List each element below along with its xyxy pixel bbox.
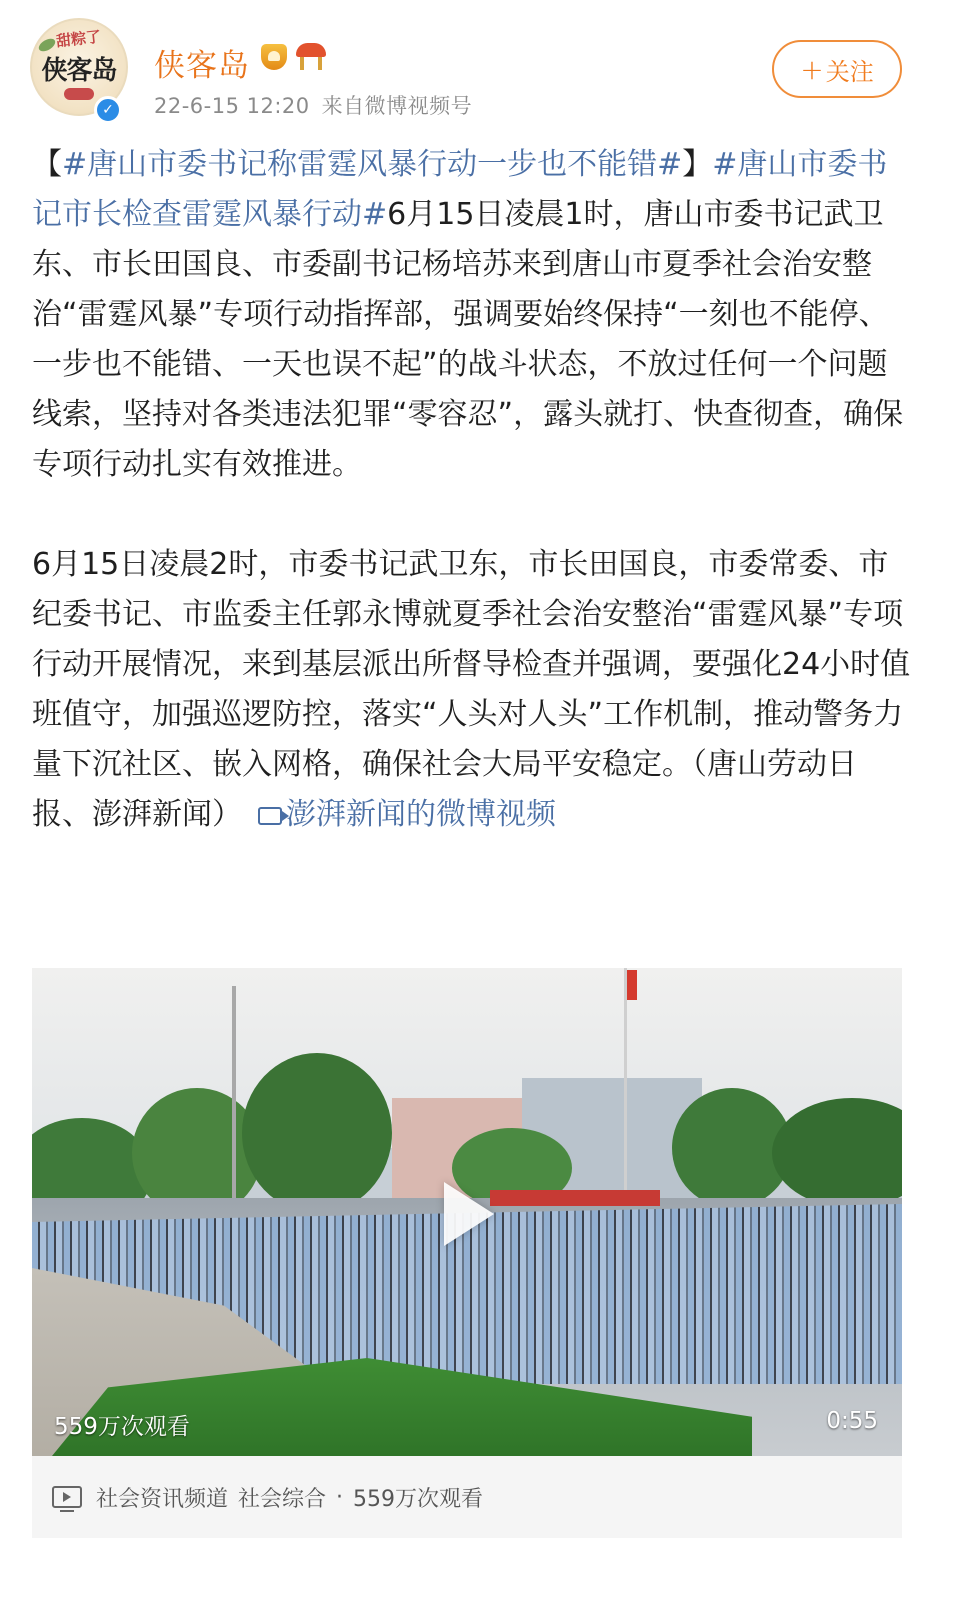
video-frame-tree [242,1053,392,1213]
cloud-icon [64,88,94,100]
verified-icon: ✓ [94,96,122,124]
pavilion-badge-icon[interactable] [294,42,328,72]
paragraph-text: 6月15日凌晨2时，市委书记武卫东，市长田国良，市委常委、市纪委书记、市监委主任郭永博就夏季社会治安整治“雷霆风暴”专项行动开展情况，来到基层派出所督导检查并强调，要强化24小时值班值守，加强巡逻防控，落实“人头对人头”工作机制，推动警务力量下沉社区、嵌入网格，确保社会大局平安稳定。（唐山劳动日报、澎湃新闻） [32,547,911,832]
video-frame-flag [627,970,637,1000]
video-info-views: 559万次观看 [353,1486,484,1512]
paragraph-text: 6月15日凌晨1时，唐山市委书记武卫东、市长田国良、市委副书记杨培苏来到唐山市夏季社会治安整治“雷霆风暴”专项行动指挥部，强调要始终保持“一刻也不能停、一步也不能错、一天也误不起”的战斗状态，不放过任何一个问题线索，坚持对各类违法犯罪“零容忍”，露头就打、快查彻查，确保专项行动扎实有效推进。 [32,197,904,482]
video-info-bar [32,1456,902,1538]
video-link-label: 澎湃新闻的微博视频 [286,797,556,832]
video-channel[interactable]: 社会资讯频道 [96,1486,229,1512]
user-badges [258,42,328,72]
video-player[interactable] [32,968,902,1456]
plus-icon: + [800,52,824,86]
video-duration: 0:55 [826,1408,878,1434]
hashtag-link[interactable]: #唐山市委书记市长检查雷霆风暴行动# [32,147,888,232]
video-category[interactable]: 社会综合 [238,1486,327,1512]
info-separator: · [336,1484,344,1510]
fan-badge-icon[interactable] [258,42,290,72]
video-frame-banner [490,1190,660,1206]
post-paragraph-2 [32,540,912,840]
post-source[interactable]: 来自微博视频号 [321,94,473,118]
video-link-icon [258,807,282,825]
post-header [0,0,954,130]
avatar-top-text: 甜粽了 [55,27,102,51]
video-frame-flagpole [624,968,627,1218]
username[interactable]: 侠客岛 [154,48,250,84]
video-view-count: 559万次观看 [54,1414,190,1440]
tv-icon [52,1486,82,1508]
video-frame-lamp [232,986,236,1216]
follow-button[interactable] [772,40,902,98]
post-date: 22-6-15 12:20 [154,94,310,118]
bracket-open: 【 [32,147,62,182]
post-body [32,140,912,840]
play-icon[interactable] [444,1182,494,1246]
follow-label: 关注 [825,57,874,86]
post-meta [154,90,472,120]
bracket-close: 】 [682,147,713,182]
video-source-link[interactable] [242,797,556,832]
post-paragraph-1 [32,140,912,490]
avatar-main-text: 侠客岛 [41,56,117,86]
hashtag-link[interactable]: #唐山市委书记称雷霆风暴行动一步也不能错# [62,147,683,182]
